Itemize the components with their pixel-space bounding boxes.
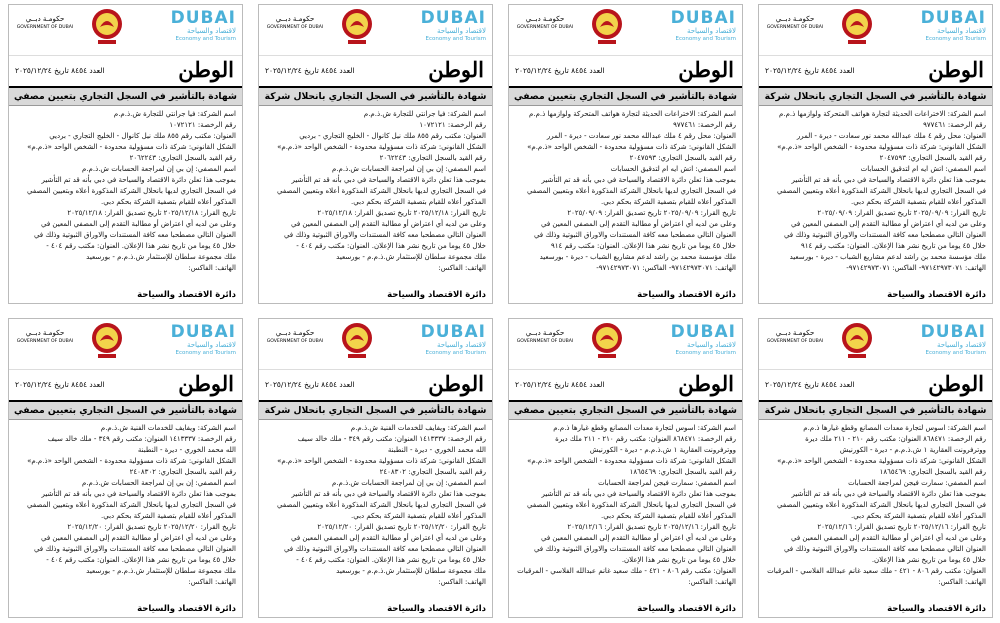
notice-line: بموجب هذا تعلن دائرة الاقتصاد والسياحة في دبي بأنه قد تم التأشير <box>541 490 736 498</box>
notice-header <box>759 5 992 56</box>
notice-line: العنوان: مكتب رقم ٨٠٦ - ٤٢١ - ملك سعيد غانم عبدالله الفلاسي - المرقبات <box>517 567 736 575</box>
notice-line: المذكور أعلاه للقيام بتصفية الشركة بحكم دبي. <box>851 198 986 206</box>
notice-line: المذكور أعلاه للقيام بتصفية الشركة بحكم دبي. <box>101 198 236 206</box>
notice-line: العنوان التالي مصطحبا معه كافة المستندات والاوراق الثبوتية وذلك في <box>533 545 736 553</box>
notice-line: ملك مؤسسة محمد بن راشد لدعم مشاريع الشباب - ديرة - بورسعيد <box>539 253 736 261</box>
notice-line: تاريخ القرار: ٢٠٢٥/٠٩/٠٩ تاريخ تصديق القرار: ٢٠٢٥/٠٩/٠٩ <box>817 209 986 217</box>
notice-line: خلال ٤٥ يوما من تاريخ نشر هذا الإعلان. العنوان: مكتب رقم ٤٠٤ - <box>296 242 486 250</box>
government-emblem-icon <box>87 7 127 47</box>
notice-line: في السجل التجاري لديها بانحلال الشركة المذكورة أعلاه وبتعيين المصفي <box>527 187 736 195</box>
newspaper-masthead <box>759 370 992 402</box>
government-english-label: GOVERNMENT OF DUBAI <box>766 339 824 344</box>
notice-header <box>509 319 742 370</box>
newspaper-masthead <box>9 56 242 88</box>
notice-line: وعلى من لديه أي اعتراض أو مطالبة التقدم إلى المصفي المعين في <box>541 220 736 228</box>
notice-line: المذكور أعلاه للقيام بتصفية الشركة بحكم دبي. <box>101 512 236 520</box>
notice-title: شهادة بالتأشير في السجل التجاري بانحلال شركة <box>759 402 992 420</box>
dubai-logo-english: Economy and Tourism <box>925 350 986 356</box>
government-arabic-label: حكومـة دبــي <box>525 15 565 23</box>
dubai-economy-logo <box>421 323 486 357</box>
notice-line: في السجل التجاري لديها بانحلال الشركة المذكورة أعلاه وبتعيين المصفي <box>527 501 736 509</box>
newspaper-name: الوطن <box>428 371 484 396</box>
notice-line: رقم الرخصة: ٩٧٧٤٦١ <box>923 121 986 129</box>
notice-body <box>9 420 242 588</box>
notice-line: تاريخ القرار: ٢٠٢٥/١٢/٢٠ تاريخ تصديق القرار: ٢٠٢٥/١٢/٢٠ <box>317 523 486 531</box>
notice-title: شهادة بالتأشير في السجل التجاري بتعيين مصفي <box>9 402 242 420</box>
notice-header <box>759 319 992 370</box>
notice-line: الله محمد الخوري - ديرة - النطبنة <box>387 446 486 454</box>
notice-line: رقم القيد بالسجل التجاري: ١٨٦٥٤٦٩ <box>879 468 986 476</box>
notice-line: ووترفرونت العقارية ١ ش.ذ.م.م - ديرة - الكورنيش <box>839 446 986 454</box>
notice-line: الهاتف: الفاكس: <box>438 264 486 272</box>
dubai-economy-logo <box>921 9 986 43</box>
notice-line: رقم الرخصة: ١٠٧٢١٢١ <box>169 121 236 129</box>
dubai-logo-word: DUBAI <box>420 8 486 28</box>
dubai-economy-logo <box>421 9 486 43</box>
notice-line: في السجل التجاري لديها بانحلال الشركة المذكورة أعلاه وبتعيين المصفي <box>277 187 486 195</box>
notice-line: اسم المصفي: اتش ايه ام لتدقيق الحسابات <box>610 165 736 173</box>
notice-line: الشكل القانوني: شركة ذات مسؤولية محدودة - الشخص الواحد «ذ.م.م» <box>777 143 986 151</box>
notice-line: الشكل القانوني: شركة ذات مسؤولية محدودة - الشخص الواحد «ذ.م.م» <box>777 457 986 465</box>
dubai-economy-logo <box>921 323 986 357</box>
department-footer: دائرة الاقتصاد والسياحة <box>637 290 736 300</box>
notice-body <box>259 420 492 588</box>
government-english-label: GOVERNMENT OF DUBAI <box>16 339 74 344</box>
notice-card <box>258 4 493 304</box>
dubai-logo-word: DUBAI <box>170 8 236 28</box>
notice-line: رقم الرخصة: ٩٧٧٤٦١ <box>673 121 736 129</box>
dubai-logo-word: DUBAI <box>670 322 736 342</box>
notice-line: وعلى من لديه أي اعتراض أو مطالبة التقدم إلى المصفي المعين في <box>41 534 236 542</box>
notice-line: العنوان التالي مصطحبا معه كافة المستندات والاوراق الثبوتية وذلك في <box>783 231 986 239</box>
notice-title: شهادة بالتأشير في السجل التجاري بانحلال شركة <box>259 402 492 420</box>
dubai-logo-arabic: لاقتصاد والسياحة <box>686 27 736 35</box>
dubai-logo-word: DUBAI <box>170 322 236 342</box>
notice-line: تاريخ القرار: ٢٠٢٥/٠٩/٠٩ تاريخ تصديق القرار: ٢٠٢٥/٠٩/٠٩ <box>567 209 736 217</box>
notice-line: خلال ٤٥ يوما من تاريخ نشر هذا الإعلان. العنوان: مكتب رقم ٩١٤ <box>551 242 736 250</box>
notice-line: في السجل التجاري لديها بانحلال الشركة المذكورة أعلاه وبتعيين المصفي <box>27 501 236 509</box>
notice-line: الشكل القانوني: شركة ذات مسؤولية محدودة - الشخص الواحد «ذ.م.م» <box>527 457 736 465</box>
dubai-logo-word: DUBAI <box>670 8 736 28</box>
notice-line: اسم الشركة: الاختراعات الحديثة لتجارة هواتف المتحركة ولوازمها ذ.م.م <box>779 110 986 118</box>
notice-line: اسم المصفي: سمارت فيجن لمراجعة الحسابات <box>848 479 986 487</box>
notice-line: اسم الشركة: اسوس لتجارة معدات المصانع وقطع غيارها ذ.م.م <box>553 424 736 432</box>
notice-line: الهاتف: الفاكس: <box>188 578 236 586</box>
government-emblem-icon <box>837 321 877 361</box>
notice-header <box>259 319 492 370</box>
dubai-logo-arabic: لاقتصاد والسياحة <box>936 341 986 349</box>
notice-line: تاريخ القرار: ٢٠٢٥/١٢/٢٠ تاريخ تصديق القرار: ٢٠٢٥/١٢/٢٠ <box>67 523 236 531</box>
notice-line: الهاتف: الفاكس: <box>688 578 736 586</box>
notice-line: ملك مجموعة سلطان للإستثمار ش.ذ.م.م - بورسعيد <box>86 253 236 261</box>
government-arabic-label: حكومـة دبــي <box>775 329 815 337</box>
dubai-economy-logo <box>671 9 736 43</box>
notice-line: الهاتف: الفاكس: <box>438 578 486 586</box>
notice-card <box>8 318 243 618</box>
government-english-label: GOVERNMENT OF DUBAI <box>516 339 574 344</box>
government-arabic-label: حكومـة دبــي <box>775 15 815 23</box>
notice-line: في السجل التجاري لديها بانحلال الشركة المذكورة أعلاه وبتعيين المصفي <box>777 501 986 509</box>
issue-date: العدد ٨٤٥٤ تاريخ ٢٠٢٥/١٢/٢٤ <box>765 380 855 389</box>
notice-line: اسم الشركة: اسوس لتجارة معدات المصانع وقطع غيارها ذ.م.م <box>803 424 986 432</box>
notice-line: اسم المصفي: إن بي إن لمراجعة الحسابات ش.ذ.م.م <box>331 165 486 173</box>
notice-line: رقم القيد بالسجل التجاري: ٢٠٦٢٢٤٣ <box>379 154 486 162</box>
issue-date: العدد ٨٤٥٤ تاريخ ٢٠٢٥/١٢/٢٤ <box>515 66 605 75</box>
notice-line: الهاتف: ٩٧١٤٢٩٧٣٠٧١- الفاكس: ٩٧١٤٢٩٧٣٠٧١- <box>596 264 736 272</box>
newspaper-masthead <box>259 370 492 402</box>
notice-line: وعلى من لديه أي اعتراض أو مطالبة التقدم إلى المصفي المعين في <box>791 534 986 542</box>
notice-header <box>509 5 742 56</box>
notice-line: اسم الشركة: ويفايف للخدمات الفنية ش.ذ.م.م <box>350 424 486 432</box>
dubai-economy-logo <box>671 323 736 357</box>
notice-body <box>259 106 492 274</box>
dubai-logo-word: DUBAI <box>920 8 986 28</box>
notice-line: رقم القيد بالسجل التجاري: ١٨٦٥٤٦٩ <box>629 468 736 476</box>
notice-line: الشكل القانوني: شركة ذات مسؤولية محدودة - الشخص الواحد «ذ.م.م» <box>27 457 236 465</box>
government-english-label: GOVERNMENT OF DUBAI <box>516 25 574 30</box>
notice-line: الله محمد الخوري - ديرة - النطبنة <box>137 446 236 454</box>
newspaper-name: الوطن <box>178 57 234 82</box>
notice-card <box>508 4 743 304</box>
government-arabic-label: حكومـة دبــي <box>525 329 565 337</box>
department-footer: دائرة الاقتصاد والسياحة <box>637 604 736 614</box>
government-arabic-label: حكومـة دبــي <box>275 329 315 337</box>
department-footer: دائرة الاقتصاد والسياحة <box>137 604 236 614</box>
dubai-logo-arabic: لاقتصاد والسياحة <box>436 341 486 349</box>
notice-line: رقم القيد بالسجل التجاري: ٢٠٦٢٢٤٣ <box>129 154 236 162</box>
notice-line: خلال ٤٥ يوما من تاريخ نشر هذا الإعلان. <box>871 556 986 564</box>
notice-line: الهاتف: ٩٧١٤٢٩٧٣٠٧١- الفاكس: ٩٧١٤٢٩٧٣٠٧١- <box>846 264 986 272</box>
notice-line: المذكور أعلاه للقيام بتصفية الشركة بحكم دبي. <box>601 512 736 520</box>
notice-line: بموجب هذا تعلن دائرة الاقتصاد والسياحة في دبي بأنه قد تم التأشير <box>41 176 236 184</box>
dubai-economy-logo <box>171 9 236 43</box>
newspaper-masthead <box>509 56 742 88</box>
notice-line: الشكل القانوني: شركة ذات مسؤولية محدودة - الشخص الواحد «ذ.م.م» <box>527 143 736 151</box>
dubai-logo-english: Economy and Tourism <box>175 36 236 42</box>
notice-line: في السجل التجاري لديها بانحلال الشركة المذكورة أعلاه وبتعيين المصفي <box>27 187 236 195</box>
dubai-logo-english: Economy and Tourism <box>175 350 236 356</box>
notice-line: ملك مؤسسة محمد بن راشد لدعم مشاريع الشباب - ديرة - بورسعيد <box>789 253 986 261</box>
notice-line: في السجل التجاري لديها بانحلال الشركة المذكورة أعلاه وبتعيين المصفي <box>777 187 986 195</box>
government-english-label: GOVERNMENT OF DUBAI <box>266 25 324 30</box>
issue-date: العدد ٨٤٥٤ تاريخ ٢٠٢٥/١٢/٢٤ <box>515 380 605 389</box>
notice-line: رقم القيد بالسجل التجاري: ٢٠٤٧٥٩٣ <box>879 154 986 162</box>
issue-date: العدد ٨٤٥٤ تاريخ ٢٠٢٥/١٢/٢٤ <box>15 66 105 75</box>
notice-line: المذكور أعلاه للقيام بتصفية الشركة بحكم دبي. <box>851 512 986 520</box>
notice-line: تاريخ القرار: ٢٠٢٥/١٢/١٦ تاريخ تصديق القرار: ٢٠٢٥/١٢/١٦ <box>817 523 986 531</box>
notice-line: رقم القيد بالسجل التجاري: ٢٠٤٧٥٩٣ <box>629 154 736 162</box>
dubai-logo-word: DUBAI <box>420 322 486 342</box>
notice-line: العنوان: مكتب رقم ٨٥٥ ملك نيل كانوال - الخليج التجاري - برديي <box>49 132 236 140</box>
dubai-economy-logo <box>171 323 236 357</box>
dubai-logo-arabic: لاقتصاد والسياحة <box>436 27 486 35</box>
notice-line: رقم الرخصة: ١٤١٣٣٣٧ العنوان: مكتب رقم ٣٤٩ - ملك خالد سيف <box>297 435 486 443</box>
government-emblem-icon <box>837 7 877 47</box>
notice-line: بموجب هذا تعلن دائرة الاقتصاد والسياحة في دبي بأنه قد تم التأشير <box>791 176 986 184</box>
newspaper-name: الوطن <box>928 371 984 396</box>
notice-line: رقم الرخصة: ١٠٧٢١٢١ <box>419 121 486 129</box>
notice-line: ووترفرونت العقارية ١ ش.ذ.م.م - ديرة - الكورنيش <box>589 446 736 454</box>
issue-date: العدد ٨٤٥٤ تاريخ ٢٠٢٥/١٢/٢٤ <box>15 380 105 389</box>
department-footer: دائرة الاقتصاد والسياحة <box>387 604 486 614</box>
notice-line: خلال ٤٥ يوما من تاريخ نشر هذا الإعلان. العنوان: مكتب رقم ٤٠٤ - <box>46 242 236 250</box>
notice-line: اسم المصفي: اتش ايه ام لتدقيق الحسابات <box>860 165 986 173</box>
notice-line: اسم الشركة: فيا جرانتي للتجارة ش.ذ.م.م <box>113 110 236 118</box>
notice-line: اسم الشركة: فيا جرانتي للتجارة ش.ذ.م.م <box>363 110 486 118</box>
newspaper-name: الوطن <box>178 371 234 396</box>
notice-line: وعلى من لديه أي اعتراض أو مطالبة التقدم إلى المصفي المعين في <box>41 220 236 228</box>
dubai-logo-word: DUBAI <box>920 322 986 342</box>
dubai-logo-english: Economy and Tourism <box>925 36 986 42</box>
dubai-logo-arabic: لاقتصاد والسياحة <box>186 27 236 35</box>
notice-body <box>759 420 992 588</box>
issue-date: العدد ٨٤٥٤ تاريخ ٢٠٢٥/١٢/٢٤ <box>265 380 355 389</box>
notice-card <box>508 318 743 618</box>
notice-line: خلال ٤٥ يوما من تاريخ نشر هذا الإعلان. العنوان: مكتب رقم ٩١٤ <box>801 242 986 250</box>
department-footer: دائرة الاقتصاد والسياحة <box>387 290 486 300</box>
notice-line: العنوان التالي مصطحبا معه كافة المستندات والاوراق الثبوتية وذلك في <box>283 545 486 553</box>
dubai-logo-english: Economy and Tourism <box>675 36 736 42</box>
notice-line: تاريخ القرار: ٢٠٢٥/١٢/١٨ تاريخ تصديق القرار: ٢٠٢٥/١٢/١٨ <box>317 209 486 217</box>
newspaper-name: الوطن <box>678 371 734 396</box>
notice-line: العنوان: مكتب رقم ٨٥٥ ملك نيل كانوال - الخليج التجاري - برديي <box>299 132 486 140</box>
notice-line: العنوان التالي مصطحبا معه كافة المستندات والاوراق الثبوتية وذلك في <box>783 545 986 553</box>
notice-line: العنوان التالي مصطحبا معه كافة المستندات والاوراق الثبوتية وذلك في <box>33 231 236 239</box>
notice-title: شهادة بالتأشير في السجل التجاري بتعيين مصفي <box>9 88 242 106</box>
notice-header <box>9 5 242 56</box>
government-english-label: GOVERNMENT OF DUBAI <box>16 25 74 30</box>
notice-line: ملك مجموعة سلطان للإستثمار ش.ذ.م.م - بورسعيد <box>86 567 236 575</box>
issue-date: العدد ٨٤٥٤ تاريخ ٢٠٢٥/١٢/٢٤ <box>265 66 355 75</box>
notice-line: الشكل القانوني: شركة ذات مسؤولية محدودة - الشخص الواحد «ذ.م.م» <box>277 457 486 465</box>
notice-title: شهادة بالتأشير في السجل التجاري بتعيين مصفي <box>509 402 742 420</box>
department-footer: دائرة الاقتصاد والسياحة <box>887 290 986 300</box>
notice-line: العنوان التالي مصطحبا معه كافة المستندات والاوراق الثبوتية وذلك في <box>283 231 486 239</box>
government-emblem-icon <box>337 321 377 361</box>
notice-line: العنوان: محل رقم ٤ ملك عبدالله محمد نور سعادت - ديرة - المرر <box>546 132 736 140</box>
dubai-logo-arabic: لاقتصاد والسياحة <box>936 27 986 35</box>
notice-line: اسم المصفي: إن بي إن لمراجعة الحسابات ش.ذ.م.م <box>81 165 236 173</box>
notice-line: خلال ٤٥ يوما من تاريخ نشر هذا الإعلان. العنوان: مكتب رقم ٤٠٤ - <box>46 556 236 564</box>
notice-body <box>9 106 242 274</box>
notice-line: اسم الشركة: ويفايف للخدمات الفنية ش.ذ.م.م <box>100 424 236 432</box>
government-arabic-label: حكومـة دبــي <box>25 329 65 337</box>
dubai-logo-english: Economy and Tourism <box>425 36 486 42</box>
notice-card <box>8 4 243 304</box>
notice-line: وعلى من لديه أي اعتراض أو مطالبة التقدم إلى المصفي المعين في <box>291 220 486 228</box>
notice-line: رقم الرخصة: ١٤١٣٣٣٧ العنوان: مكتب رقم ٣٤٩ - ملك خالد سيف <box>47 435 236 443</box>
notice-body <box>509 420 742 588</box>
notice-line: في السجل التجاري لديها بانحلال الشركة المذكورة أعلاه وبتعيين المصفي <box>277 501 486 509</box>
notice-line: تاريخ القرار: ٢٠٢٥/١٢/١٦ تاريخ تصديق القرار: ٢٠٢٥/١٢/١٦ <box>567 523 736 531</box>
newspaper-masthead <box>259 56 492 88</box>
department-footer: دائرة الاقتصاد والسياحة <box>887 604 986 614</box>
notice-line: وعلى من لديه أي اعتراض أو مطالبة التقدم إلى المصفي المعين في <box>291 534 486 542</box>
notice-line: اسم المصفي: إن بي إن لمراجعة الحسابات ش.ذ.م.م <box>331 479 486 487</box>
dubai-logo-arabic: لاقتصاد والسياحة <box>186 341 236 349</box>
notice-line: ملك مجموعة سلطان للإستثمار ش.ذ.م.م - بورسعيد <box>336 253 486 261</box>
notice-line: رقم الرخصة: ٨٦٨٤٧١ العنوان: مكتب رقم ٢١٠ - ٢١١ ملك ديرة <box>555 435 736 443</box>
notice-header <box>9 319 242 370</box>
notice-line: تاريخ القرار: ٢٠٢٥/١٢/١٨ تاريخ تصديق القرار: ٢٠٢٥/١٢/١٨ <box>67 209 236 217</box>
notice-line: رقم القيد بالسجل التجاري: ٢٤٠٨٣٠٢ <box>379 468 486 476</box>
government-emblem-icon <box>337 7 377 47</box>
notice-title: شهادة بالتأشير في السجل التجاري بانحلال شركة <box>259 88 492 106</box>
notice-line: اسم الشركة: الاختراعات الحديثة لتجارة هواتف المتحركة ولوازمها ذ.م.م <box>529 110 736 118</box>
newspaper-name: الوطن <box>928 57 984 82</box>
notice-line: بموجب هذا تعلن دائرة الاقتصاد والسياحة في دبي بأنه قد تم التأشير <box>291 490 486 498</box>
notice-line: الهاتف: الفاكس: <box>938 578 986 586</box>
notice-line: بموجب هذا تعلن دائرة الاقتصاد والسياحة في دبي بأنه قد تم التأشير <box>41 490 236 498</box>
government-emblem-icon <box>87 321 127 361</box>
notice-line: خلال ٤٥ يوما من تاريخ نشر هذا الإعلان. <box>621 556 736 564</box>
notice-line: المذكور أعلاه للقيام بتصفية الشركة بحكم دبي. <box>601 198 736 206</box>
government-arabic-label: حكومـة دبــي <box>275 15 315 23</box>
notice-card <box>758 4 993 304</box>
government-english-label: GOVERNMENT OF DUBAI <box>266 339 324 344</box>
notice-line: الشكل القانوني: شركة ذات مسؤولية محدودة - الشخص الواحد «ذ.م.م» <box>27 143 236 151</box>
newspaper-masthead <box>9 370 242 402</box>
notice-body <box>509 106 742 274</box>
notice-line: العنوان: محل رقم ٤ ملك عبدالله محمد نور سعادت - ديرة - المرر <box>796 132 986 140</box>
notice-line: المذكور أعلاه للقيام بتصفية الشركة بحكم دبي. <box>351 198 486 206</box>
government-arabic-label: حكومـة دبــي <box>25 15 65 23</box>
government-emblem-icon <box>587 7 627 47</box>
notice-line: المذكور أعلاه للقيام بتصفية الشركة بحكم دبي. <box>351 512 486 520</box>
notice-line: العنوان التالي مصطحبا معه كافة المستندات والاوراق الثبوتية وذلك في <box>33 545 236 553</box>
notice-line: اسم المصفي: سمارت فيجن لمراجعة الحسابات <box>598 479 736 487</box>
notice-card <box>758 318 993 618</box>
notice-line: ملك مجموعة سلطان للإستثمار ش.ذ.م.م - بورسعيد <box>336 567 486 575</box>
notice-line: اسم المصفي: إن بي إن لمراجعة الحسابات ش.ذ.م.م <box>81 479 236 487</box>
notice-line: رقم الرخصة: ٨٦٨٤٧١ العنوان: مكتب رقم ٢١٠ - ٢١١ ملك ديرة <box>805 435 986 443</box>
notice-line: وعلى من لديه أي اعتراض أو مطالبة التقدم إلى المصفي المعين في <box>541 534 736 542</box>
newspaper-masthead <box>759 56 992 88</box>
notice-line: خلال ٤٥ يوما من تاريخ نشر هذا الإعلان. العنوان: مكتب رقم ٤٠٤ - <box>296 556 486 564</box>
notice-line: بموجب هذا تعلن دائرة الاقتصاد والسياحة في دبي بأنه قد تم التأشير <box>291 176 486 184</box>
notice-line: وعلى من لديه أي اعتراض أو مطالبة التقدم إلى المصفي المعين في <box>791 220 986 228</box>
notice-line: رقم القيد بالسجل التجاري: ٢٤٠٨٣٠٢ <box>129 468 236 476</box>
notice-body <box>759 106 992 274</box>
government-emblem-icon <box>587 321 627 361</box>
issue-date: العدد ٨٤٥٤ تاريخ ٢٠٢٥/١٢/٢٤ <box>765 66 855 75</box>
notice-header <box>259 5 492 56</box>
notice-title: شهادة بالتأشير في السجل التجاري بانحلال شركة <box>759 88 992 106</box>
notice-line: بموجب هذا تعلن دائرة الاقتصاد والسياحة في دبي بأنه قد تم التأشير <box>791 490 986 498</box>
notice-line: العنوان: مكتب رقم ٨٠٦ - ٤٢١ - ملك سعيد غانم عبدالله الفلاسي - المرقبات <box>767 567 986 575</box>
notice-line: الهاتف: الفاكس: <box>188 264 236 272</box>
dubai-logo-arabic: لاقتصاد والسياحة <box>686 341 736 349</box>
newspaper-masthead <box>509 370 742 402</box>
dubai-logo-english: Economy and Tourism <box>675 350 736 356</box>
newspaper-name: الوطن <box>428 57 484 82</box>
department-footer: دائرة الاقتصاد والسياحة <box>137 290 236 300</box>
notice-line: بموجب هذا تعلن دائرة الاقتصاد والسياحة في دبي بأنه قد تم التأشير <box>541 176 736 184</box>
newspaper-name: الوطن <box>678 57 734 82</box>
notice-line: الشكل القانوني: شركة ذات مسؤولية محدودة - الشخص الواحد «ذ.م.م» <box>277 143 486 151</box>
notice-title: شهادة بالتأشير في السجل التجاري بتعيين مصفي <box>509 88 742 106</box>
government-english-label: GOVERNMENT OF DUBAI <box>766 25 824 30</box>
notice-card <box>258 318 493 618</box>
dubai-logo-english: Economy and Tourism <box>425 350 486 356</box>
notice-line: العنوان التالي مصطحبا معه كافة المستندات والاوراق الثبوتية وذلك في <box>533 231 736 239</box>
